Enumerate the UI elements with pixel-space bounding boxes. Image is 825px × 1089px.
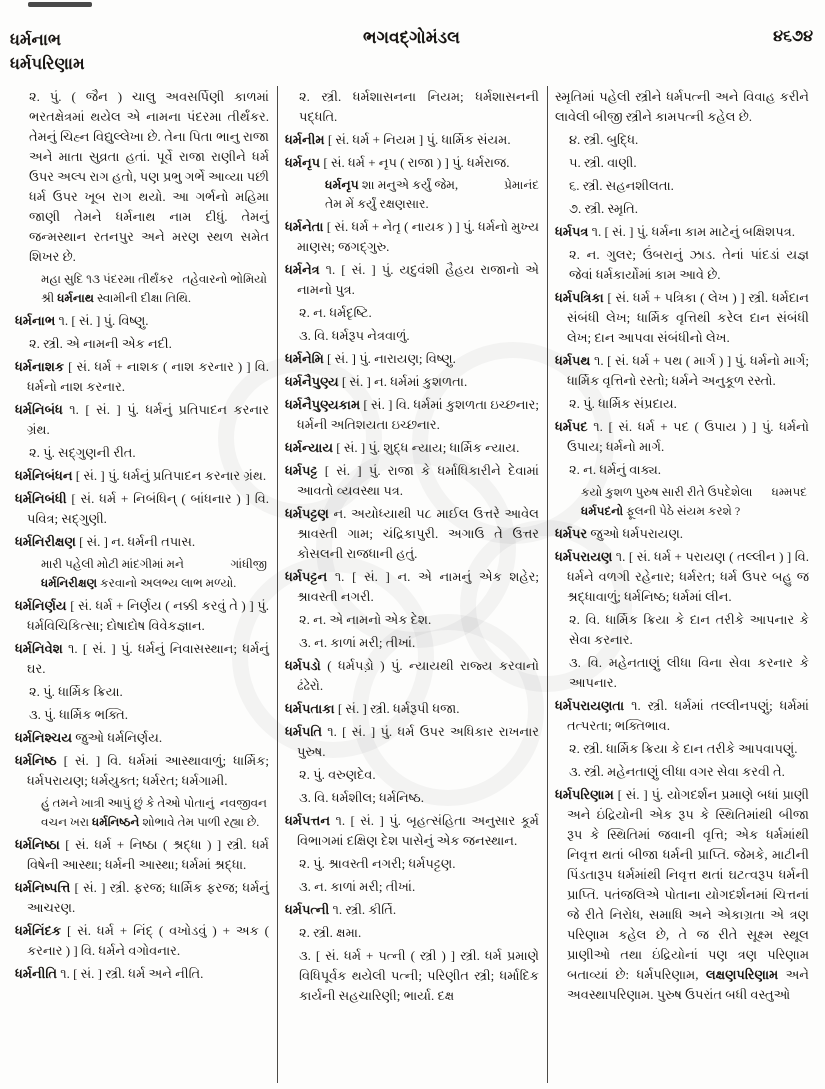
dictionary-entry: ધર્મનાભ ૧. [ સં. ] પું. વિષ્ણુ. [15, 313, 149, 328]
dictionary-entry: ધર્મનિરીક્ષણ [ સં. ] ન. ધર્મની તપાસ. [15, 534, 196, 549]
entry-sense: ૨. ન. એ નામનો એક દેશ. [299, 612, 432, 627]
entry-sense: ૨. સ્ત્રી. એ નામની એક નદી. [29, 336, 172, 351]
entry-sense: ૨. ન. ગુલર; ઉંબરાનું ઝાડ. તેનાં પાંદડાં યજ્ઞ જેવાં ધર્મકાર્યોમાં કામ આવે છે. [569, 247, 809, 282]
entry-sense: ૨. પું. ધાર્મિક ક્રિયા. [29, 684, 123, 699]
citation-source: તહેવારનો ભોમિયો [182, 272, 267, 286]
entry-sense: ૨. વિ. ધાર્મિક ક્રિયા કે દાન તરીકે આપનાર કે સેવા કરનાર. [569, 612, 809, 647]
dictionary-entry: ધર્મપર જુઓ ધર્મપરાયણ. [555, 526, 684, 541]
entry-sense: ૩. વિ. ધર્મરૂપ નેત્રવાળું. [299, 328, 410, 343]
dictionary-entry: ધર્મનિબંધી [ સં. ધર્મ + નિબંધિન્ ( બાંધનાર ) ] વિ. પવિત્ર; સદ્ગુણી. [15, 491, 269, 526]
citation-source: ધમ્મપદ [771, 485, 807, 499]
column-3 [547, 86, 817, 1083]
dictionary-entry: ધર્મનીમ [ સં. ધર્મ + નિયમ ] પું. ધાર્મિક સંયમ. [285, 132, 511, 147]
dictionary-entry: ધર્મનિષ્ઠા [ સં. ધર્મ + નિષ્ઠા ( શ્રદ્ધા ) ] સ્ત્રી. ધર્મ વિષેની આસ્થા; ધર્મની આસ્થા; ધર્મમાં શ્રદ્ધા. [15, 837, 269, 872]
dictionary-entry: ધર્મપથ ૧. [ સં. ધર્મ + પથ ( માર્ગ ) ] પું. ધર્મનો માર્ગ; ધાર્મિક વૃત્તિનો રસ્તો; ધર્મને અનુકૂળ રસ્તો. [555, 353, 809, 388]
entry-sense: ૨. સ્ત્રી. ધાર્મિક ક્રિયા કે દાન તરીકે આપવાપણું. [569, 741, 798, 756]
dictionary-entry: ધર્મપટ્ટન ૧. [ સં. ] ન. એ નામનું એક શહેર; શ્રાવસ્તી નગરી. [285, 569, 539, 604]
dictionary-entry: ધર્મપડો ( ધર્મપડ઼ો ) પું. ન્યાયથી રાજ્ય કરવાનો ઢંઢેરો. [285, 658, 539, 693]
entry-sense: ૩. પું. ધાર્મિક ભક્તિ. [29, 707, 129, 722]
running-head-first-word: ધર્મનાભ [10, 30, 62, 49]
dictionary-entry: ધર્મનિબંધ ૧. [ સં. ] પું. ધર્મનું પ્રતિપાદન કરનાર ગ્રંથ. [15, 402, 269, 437]
dictionary-entry: ધર્મનિવેશ ૧. [ સં. ] પું. ધર્મનું નિવાસસ્થાન; ધર્મનું ઘર. [15, 641, 269, 676]
entry-sense: ૨. ન. ધર્મનું વાક્ય. [569, 462, 662, 477]
citation-source: ગાંધીજી [230, 557, 267, 571]
citation-source: નવજીવન [219, 796, 267, 810]
entry-sense: ૪. સ્ત્રી. બુદ્ધિ. [569, 132, 639, 147]
dictionary-columns [8, 86, 817, 1083]
entry-sense: ૨. પું. ધાર્મિક સંપ્રદાય. [569, 396, 677, 411]
entry-sense: ૨. પું. વરુણદેવ. [299, 767, 376, 782]
entry-sense: ૨. પું. શ્રાવસ્તી નગરી; ધર્મપટ્ટણ. [299, 856, 456, 871]
dictionary-entry: ધર્મનેમિ [ સં. ] પું. નારાયણ; વિષ્ણુ. [285, 351, 456, 366]
dictionary-entry: ધર્મપતિ ૧. [ સં. ] પું. ધર્મ ઉપર અધિકાર રાખનાર પુરુષ. [285, 724, 539, 759]
dictionary-entry: ધર્મપત્ની ૧. સ્ત્રી. કીર્તિ. [285, 902, 397, 917]
dictionary-entry: ધર્મનૃપ [ સં. ધર્મ + નૃપ ( રાજા ) ] પું. ધર્મરાજ. [285, 155, 510, 170]
dictionary-entry: ધર્મનીતિ ૧. [ સં. ] સ્ત્રી. ધર્મ અને નીતિ. [15, 966, 204, 981]
dictionary-entry: ધર્મન્યાય [ સં. ] પું. શુદ્ધ ન્યાય; ધાર્મિક ન્યાય. [285, 440, 520, 455]
usage-citation: નવજીવન હું તમને ખાત્રી આપું છું કે તેઓ પોતાનું વચન ખરા ધર્મનિષ્ઠને શોભાવે તેમ પાળી રહ્યા છે. [41, 796, 267, 829]
running-head [10, 28, 363, 76]
entry-sense: ૨. પું. સદ્ગુણની રીત. [29, 445, 136, 460]
dictionary-entry: ધર્મનિર્ણય [ સં. ધર્મ + નિર્ણય ( નક્કી કરવું તે ) ] પું. ધર્મવિચિકિત્સા; દોષાદોષ વિવેકજ્ઞાન. [15, 598, 269, 633]
running-head-last-word: ધર્મપરિણામ [10, 53, 85, 73]
dictionary-entry: ધર્મપરિણામ [ સં. ] પું. યોગદર્શન પ્રમાણે બધાં પ્રાણી અને ઇંદ્રિયોની એક રૂપ કે સ્થિતિમાંથી બીજા રૂપ કે સ્થિતિમાં જવાની વૃત્તિ; એક ધર્મમાંથી નિવૃત્ત થતાં બીજા ધર્મની પ્રાપ્તિ. જેમકે, માટીની પિંડતારૂપ ધર્મમાંથી નિવૃત્ત થતાં ઘટત્વરૂપ ધર્મની પ્રાપ્તિ. પતંજલિએ પોતાના યોગદર્શનમાં ચિત્તનાં જે રીતે નિરોધ, સમાધિ અને એકાગ્રતા એ ત્રણ પરિણામ કહેલ છે, તે જ રીતે સૂક્ષ્મ સ્થૂલ પ્રાણીઓ તથા ઇંદ્રિયોનાં પણ ત્રણ પરિણામ બતાવ્યાં છે: ધર્મપરિણામ, લક્ષણપરિણામ અને અવસ્થાપરિણામ. પુરુષ ઉપરાંત બધી વસ્તુઓ [555, 787, 809, 1002]
page-number: ૪૬૭૪ [773, 28, 813, 45]
entry-sense: ૩. વિ. મહેનતાણું લીધા વિના સેવા કરનાર કે આપનાર. [569, 655, 809, 690]
entry-sense: ૨. ન. ધર્મદૃષ્ટિ. [299, 305, 372, 320]
dictionary-entry: ધર્મપદ ૧. [ સં. ધર્મ + પદ ( ઉપાય ) ] પું. ધર્મનો ઉપાય; ધર્મનો માર્ગ. [555, 419, 809, 454]
usage-citation: તહેવારનો ભોમિયો મહા સુદિ ૧૩ પંદરમા તીર્થંકર શ્રી ધર્મનાથ સ્વામીની દીક્ષા તિથિ. [41, 272, 267, 305]
dictionary-entry: ધર્મપરાયણ ૧. [ સં. ધર્મ + પરાયણ ( તલ્લીન ) ] વિ. ધર્મને વળગી રહેનાર; ધર્મરત; ધર્મ ઉપર બહુ જ શ્રદ્ધાવાળું; ધર્મનિષ્ઠ; ધર્મમાં લીન. [555, 549, 809, 604]
continued-text: સ્મૃતિમાં પહેલી સ્ત્રીને ધર્મપત્ની અને વિવાહ કરીને લાવેલી બીજી સ્ત્રીને કામપત્ની કહેલ છે. [555, 89, 809, 124]
dictionary-entry: ધર્મનૈપુણ્ય [ સં. ] ન. ધર્મમાં કુશળતા. [285, 374, 468, 389]
page-header [10, 28, 813, 76]
dictionary-entry: ધર્મપત્રિકા [ સં. ધર્મ + પત્રિકા ( લેખ ) ] સ્ત્રી. ધર્મદાન સંબંધી લેખ; ધાર્મિક વૃત્તિથી કરેલ દાન સંબંધી લેખ; દાન આપવા સંબંધીનો લેખ. [555, 290, 809, 345]
dictionary-entry: ધર્મપતાકા [ સં. ] સ્ત્રી. ધર્મરૂપી ધજા. [285, 701, 460, 716]
scan-smudge [28, 2, 92, 7]
dictionary-entry: ધર્મપટ્ટ [ સં. ] પું. રાજા કે ધર્માધિકારીને દેવામાં આવતો વ્યવસ્થા પત્ર. [285, 463, 539, 498]
entry-sense: ૩. સ્ત્રી. મહેનતાણું લીધા વગર સેવા કરવી તે. [569, 764, 785, 779]
entry-sense: ૬. સ્ત્રી. સહનશીલતા. [569, 178, 674, 193]
dictionary-entry: ધર્મનાશક [ સં. ધર્મ + નાશક ( નાશ કરનાર ) ] વિ. ધર્મનો નાશ કરનાર. [15, 359, 269, 394]
entry-sense: ૩. [ સં. ધર્મ + પત્ની ( સ્ત્રી ) ] સ્ત્રી. ધર્મ પ્રમાણે વિધિપૂર્વક થયેલી પત્ની; પરિણીત સ્ત્રી; ધર્માદિક કાર્યની સહચારિણી; ભાર્યા. દક્ષ [299, 948, 539, 1003]
column-2 [277, 86, 547, 1083]
dictionary-entry: ધર્મપરાયણતા ૧. સ્ત્રી. ધર્મમાં તલ્લીનપણું; ધર્મમાં તત્પરતા; ભક્તિભાવ. [555, 698, 809, 733]
dictionary-entry: ધર્મપત્ર ૧. [ સં. ] પું. ધર્મના કામ માટેનું બક્ષિશપત્ર. [555, 224, 795, 239]
usage-citation: ધમ્મપદ કયો કુશળ પુરુષ સારી રીતે ઉપદેશેલા ધર્મપદનો ફૂલની પેઠે સંયમ કરશે ? [581, 485, 807, 518]
entry-sense: ૨. સ્ત્રી. ધર્મશાસનના નિયમ; ધર્મશાસનની પદ્ધતિ. [299, 89, 539, 124]
entry-sense: ૨. સ્ત્રી. ક્ષમા. [299, 925, 362, 940]
entry-sense: ૩. ન. કાળાં મરી; તીખાં. [299, 635, 416, 650]
entry-sense: ૨. પું. ( જૈન ) ચાલુ અવસર્પિણી કાળમાં ભરતક્ષેત્રમાં થયેલ એ નામના પંદરમા તીર્થંકર. તેમનું ચિહ્ન વિદ્યુલ્લેખા છે. તેના પિતા ભાનુ રાજા અને માતા સુવ્રતા હતાં. પૂર્વે રાજા રાણીને ધર્મ ઉપર અલ્પ રાગ હતો, પણ પ્રભુ ગર્ભે આવ્યા પછી ધર્મ ઉપર ખૂબ રાગ થયો. આ ગર્ભનો મહિમા જાણી તેમને ધર્મનાથ નામ દીધું. તેમનું જન્મસ્થાન રતનપુર અને મરણ સ્થળ સમેત શિખર છે. [29, 89, 269, 264]
entry-sense: ૩. વિ. ધર્મશીલ; ધર્મનિષ્ઠ. [299, 790, 424, 805]
dictionary-entry: ધર્મનૈપુણ્યકામ [ સં. ] વિ. ધર્મમાં કુશળતા ઇચ્છનાર; ધર્મની અતિશયતા ઇચ્છનાર. [285, 397, 539, 432]
book-title: ભગવદ્ગોમંડલ [363, 28, 460, 47]
dictionary-entry: ધર્મનેત્ર ૧. [ સં. ] પું. યદુવંશી હૈહય રાજાનો એ નામનો પુત્ર. [285, 262, 539, 297]
dictionary-entry: ધર્મનિષ્ઠ [ સં. ] વિ. ધર્મમાં આસ્થાવાળું; ધાર્મિક; ધર્મપરાયણ; ધર્મયુક્ત; ધર્મરત; ધર્મગામી. [15, 753, 269, 788]
dictionary-entry: ધર્મનિશ્ચય જુઓ ધર્મનિર્ણય. [15, 730, 163, 745]
column-1 [8, 86, 277, 1083]
dictionary-entry: ધર્મનિષ્પત્તિ [ સં. ] સ્ત્રી. ફરજ; ધાર્મિક ફરજ; ધર્મનું આચરણ. [15, 880, 269, 915]
entry-sense: ૫. સ્ત્રી. વાણી. [569, 155, 637, 170]
dictionary-entry: ધર્મપટ્ટણ ન. અયોધ્યાથી ૫૮ માઈલ ઉત્તરે આવેલ શ્રાવસ્તી ગામ; ચંદ્રિકાપુરી. અગાઉ તે ઉત્તર કોસલની રાજધાની હતું. [285, 506, 539, 561]
usage-citation: ગાંધીજી મારી પહેલી મોટી માંદગીમાં મને ધર્મનિરીક્ષણ કરવાનો અલભ્ય લાભ મળ્યો. [41, 557, 267, 590]
dictionary-entry: ધર્મનેતા [ સં. ધર્મ + નેતૃ ( નાયક ) ] પું. ધર્મનો મુખ્ય માણસ; જગદ્ગુરુ. [285, 219, 539, 254]
dictionary-entry: ધર્મનિબંધન [ સં. ] પું. ધર્મનું પ્રતિપાદન કરનાર ગ્રંથ. [15, 468, 267, 483]
verse-citation: પ્રેમાનંદ ધર્મનૃપ શા મનુએ કર્યું જેમ, તેમ મેં કર્યું રક્ષણસાર. [325, 178, 539, 211]
citation-source: પ્રેમાનંદ [504, 178, 539, 192]
entry-sense: ૭. સ્ત્રી. સ્મૃતિ. [569, 201, 638, 216]
entry-sense: ૩. ન. કાળાં મરી; તીખાં. [299, 879, 416, 894]
dictionary-entry: ધર્મનિંદક [ સં. ધર્મ + નિંદ્ ( વખોડવું ) + અક ( કરનાર ) ] વિ. ધર્મને વગોવનાર. [15, 923, 269, 958]
dictionary-entry: ધર્મપત્તન ૧. [ સં. ] પું. બૃહત્સંહિતા અનુસાર કૂર્મ વિભાગમાં દક્ષિણ દેશ પાસેનું એક જનસ્થાન. [285, 813, 539, 848]
